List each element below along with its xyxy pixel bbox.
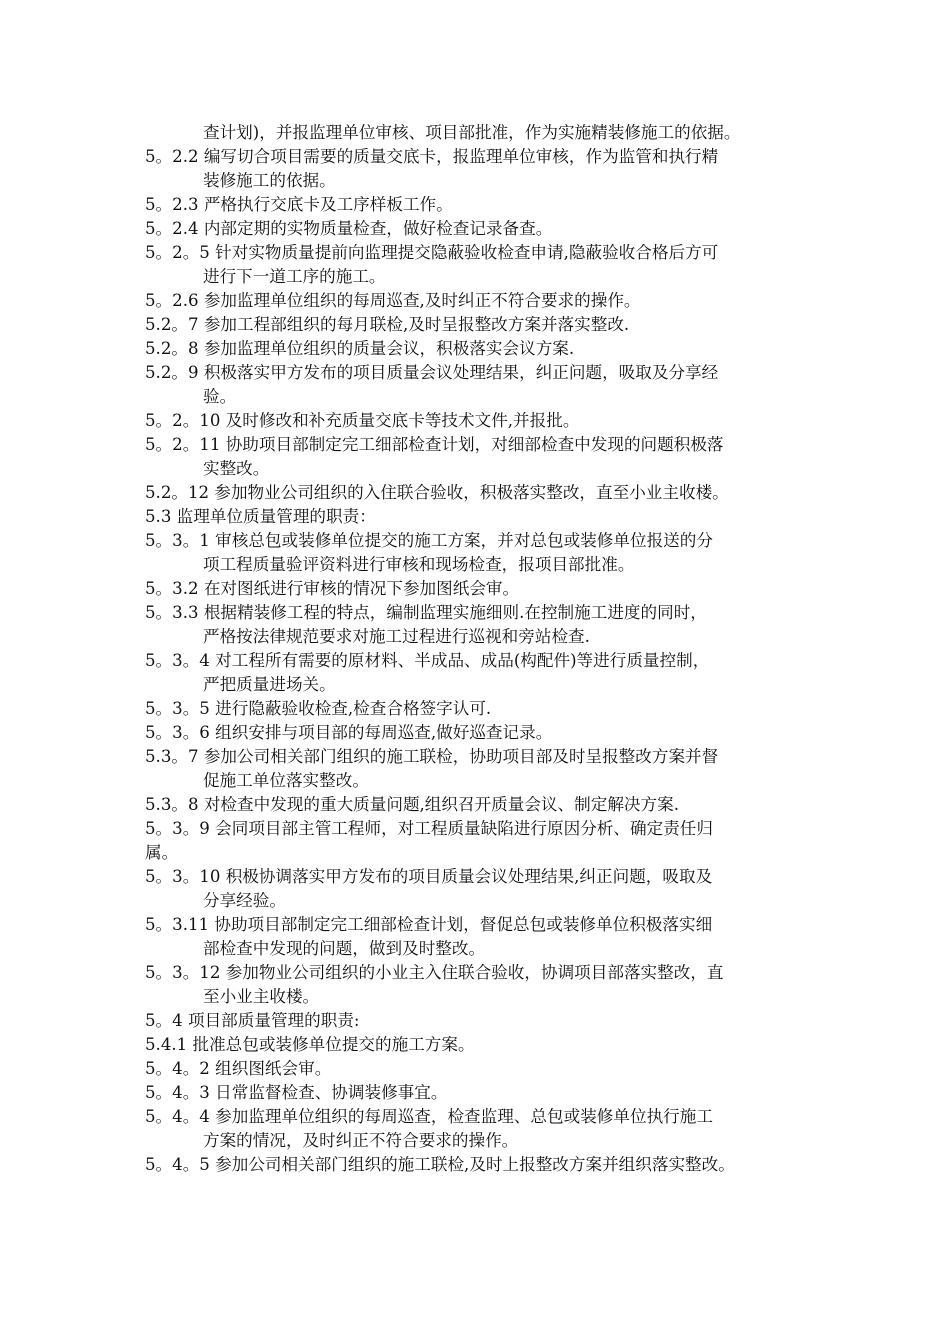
text-line: 5。3。6 组织安排与项目部的每周巡查,做好巡查记录。 xyxy=(145,723,553,742)
text-line: 5。3.2 在对图纸进行审核的情况下参加图纸会审。 xyxy=(145,579,520,598)
text-line: 5。2.2 编写切合项目需要的质量交底卡，报监理单位审核，作为监管和执行精 xyxy=(145,147,719,166)
text-line-continuation: 装修施工的依据。 xyxy=(203,171,336,190)
text-line-continuation: 查计划)，并报监理单位审核、项目部批准，作为实施精装修施工的依据。 xyxy=(203,123,741,142)
text-line: 5。4。2 组织图纸会审。 xyxy=(145,1059,332,1078)
text-line-continuation: 分享经验。 xyxy=(203,891,286,910)
text-line: 5。3.11 协助项目部制定完工细部检查计划，督促总包或装修单位积极落实细 xyxy=(145,915,713,934)
text-line: 5.3 监理单位质量管理的职责： xyxy=(145,507,376,526)
text-line-continuation: 部检查中发现的问题，做到及时整改。 xyxy=(203,939,486,958)
text-line: 5.2。9 积极落实甲方发布的项目质量会议处理结果，纠正问题，吸取及分享经 xyxy=(145,363,719,382)
text-line: 5。4 项目部质量管理的职责: xyxy=(145,1011,360,1030)
text-line: 5.2。8 参加监理单位组织的质量会议，积极落实会议方案. xyxy=(145,339,575,358)
text-line: 5.2。12 参加物业公司组织的入住联合验收，积极落实整改，直至小业主收楼。 xyxy=(145,483,729,502)
text-line-continuation: 进行下一道工序的施工。 xyxy=(203,267,386,286)
text-line: 5.3。8 对检查中发现的重大质量问题,组织召开质量会议、制定解决方案. xyxy=(145,795,679,814)
text-line: 5。3.3 根据精装修工程的特点，编制监理实施细则.在控制施工进度的同时， xyxy=(145,603,707,622)
text-line-continuation: 方案的情况，及时纠正不符合要求的操作。 xyxy=(203,1131,519,1150)
text-line: 5。4。5 参加公司相关部门组织的施工联检,及时上报整改方案并组织落实整改。 xyxy=(145,1155,735,1174)
text-line: 5。4。3 日常监督检查、协调装修事宜。 xyxy=(145,1083,448,1102)
text-line: 属。 xyxy=(145,843,179,862)
text-line: 5。4。4 参加监理单位组织的每周巡查，检查监理、总包或装修单位执行施工 xyxy=(145,1107,713,1126)
text-line-continuation: 实整改。 xyxy=(203,459,270,478)
text-line: 5。3。5 进行隐蔽验收检查,检查合格签字认可. xyxy=(145,699,492,718)
text-line: 5。2.4 内部定期的实物质量检查，做好检查记录备查。 xyxy=(145,219,553,238)
text-line-continuation: 验。 xyxy=(203,387,237,406)
text-line: 5。3。9 会同项目部主管工程师，对工程质量缺陷进行原因分析、确定责任归 xyxy=(145,819,713,838)
document-body xyxy=(145,121,825,1177)
text-line-continuation: 促施工单位落实整改。 xyxy=(203,771,369,790)
text-line: 5。2。5 针对实物质量提前向监理提交隐蔽验收检查申请,隐蔽验收合格后方可 xyxy=(145,243,719,262)
text-line: 5。3。4 对工程所有需要的原材料、半成品、成品(构配件)等进行质量控制， xyxy=(145,651,710,670)
text-line-continuation: 严把质量进场关。 xyxy=(203,675,336,694)
text-line: 5.4.1 批准总包或装修单位提交的施工方案。 xyxy=(145,1035,475,1054)
text-line-continuation: 至小业主收楼。 xyxy=(203,987,320,1006)
text-line: 5。2.6 参加监理单位组织的每周巡查,及时纠正不符合要求的操作。 xyxy=(145,291,641,310)
text-line-continuation: 项工程质量验评资料进行审核和现场检查，报项目部批准。 xyxy=(203,555,635,574)
text-line: 5。3。12 参加物业公司组织的小业主入住联合验收，协调项目部落实整改，直 xyxy=(145,963,724,982)
text-line: 5。3。10 积极协调落实甲方发布的项目质量会议处理结果,纠正问题，吸取及 xyxy=(145,867,713,886)
text-line: 5。2。10 及时修改和补充质量交底卡等技术文件,并报批。 xyxy=(145,411,580,430)
text-line-continuation: 严格按法律规范要求对施工过程进行巡视和旁站检查. xyxy=(203,627,590,646)
text-line: 5。2。11 协助项目部制定完工细部检查计划，对细部检查中发现的问题积极落 xyxy=(145,435,724,454)
text-line: 5.3。7 参加公司相关部门组织的施工联检，协助项目部及时呈报整改方案并督 xyxy=(145,747,719,766)
text-line: 5。2.3 严格执行交底卡及工序样板工作。 xyxy=(145,195,453,214)
text-line: 5.2。7 参加工程部组织的每月联检,及时呈报整改方案并落实整改. xyxy=(145,315,630,334)
text-line: 5。3。1 审核总包或装修单位提交的施工方案，并对总包或装修单位报送的分 xyxy=(145,531,713,550)
